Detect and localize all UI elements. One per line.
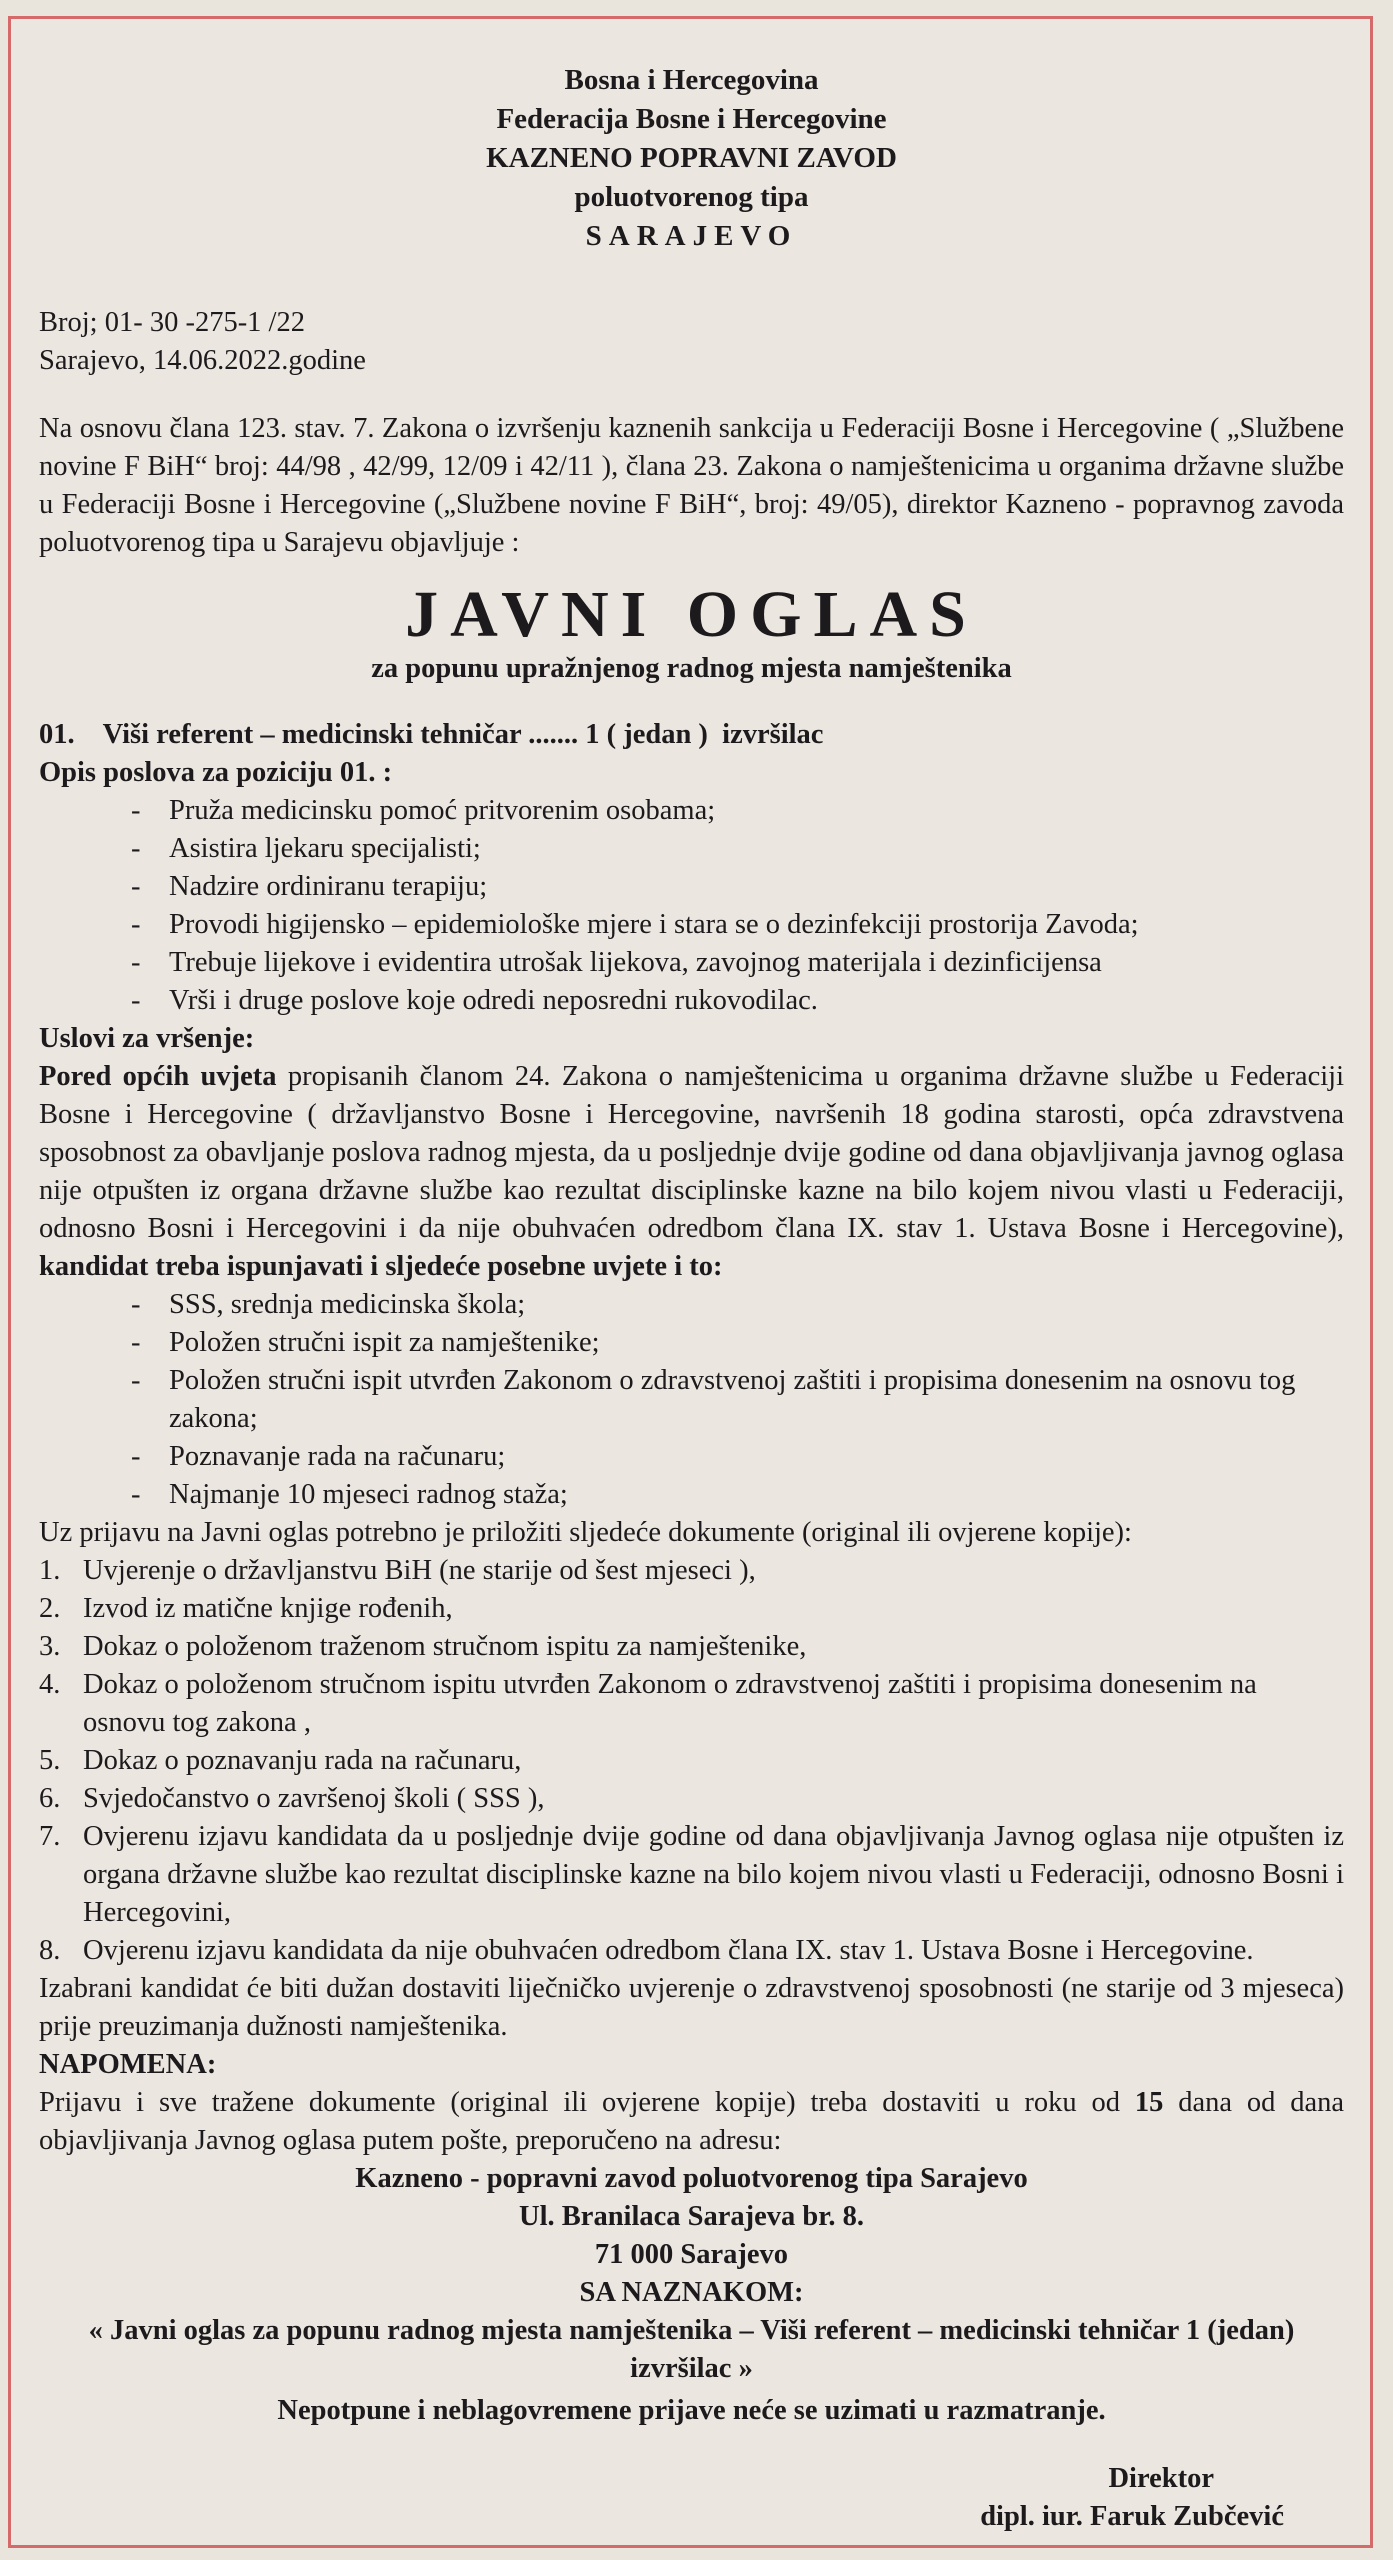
item-number: 2. xyxy=(39,1593,61,1624)
item-number: 7. xyxy=(39,1821,61,1852)
item-text: Dokaz o poznavanju rada na računaru, xyxy=(83,1745,522,1776)
address-line: 71 000 Sarajevo xyxy=(594,2239,789,2270)
signature-name: dipl. iur. Faruk Zubčević xyxy=(980,2501,1284,2532)
list-item xyxy=(39,1552,1344,1590)
list-item: - SSS, srednja medicinska škola; xyxy=(131,1286,1344,1324)
header-type: poluotvorenog tipa xyxy=(574,181,809,213)
conditions-paragraph xyxy=(39,1058,1344,1286)
item-number: 6. xyxy=(39,1783,61,1814)
list-item xyxy=(39,1780,1344,1818)
item-number: 5. xyxy=(39,1745,61,1776)
signature-block xyxy=(39,2460,1344,2536)
warning-text: Nepotpune i neblagovremene prijave neće se uzimati u razmatranje. xyxy=(277,2395,1106,2426)
mark-heading: SA NAZNAKOM: xyxy=(579,2277,804,2308)
list-item: - Nadzire ordiniranu terapiju; xyxy=(131,868,1344,906)
conditions-heading: Uslovi za vršenje: xyxy=(39,1023,255,1054)
address-line: Ul. Branilaca Sarajeva br. 8. xyxy=(519,2201,864,2232)
list-item xyxy=(39,1666,1344,1742)
item-text: Svjedočanstvo o završenoj školi ( SSS ), xyxy=(83,1783,545,1814)
list-item: - Položen stručni ispit za namještenike; xyxy=(131,1324,1344,1362)
reference-date: Sarajevo, 14.06.2022.godine xyxy=(39,345,366,376)
special-conditions-list xyxy=(39,1286,1344,1514)
header-country: Bosna i Hercegovina xyxy=(564,64,819,96)
reference-block xyxy=(39,304,1344,380)
note-heading: NAPOMENA: xyxy=(39,2049,217,2080)
item-text: Ovjerenu izjavu kandidata da nije obuhvaćen odredbom člana IX. stav 1. Ustava Bosne i Hercegovine. xyxy=(83,1935,1254,1966)
list-item: - Trebuje lijekove i evidentira utrošak lijekova, zavojnog materijala i dezinficijensa xyxy=(131,944,1344,982)
header-institution: KAZNENO POPRAVNI ZAVOD xyxy=(486,142,897,174)
header-city: SARAJEVO xyxy=(585,220,798,252)
deadline-days: 15 xyxy=(1134,2087,1164,2118)
institution-header xyxy=(39,61,1344,256)
list-item: - Položen stručni ispit utvrđen Zakonom o zdravstvenoj zaštiti i propisima donesenim na osnovu tog zakona; xyxy=(131,1362,1344,1438)
item-text: Dokaz o položenom traženom stručnom ispitu za namještenike, xyxy=(83,1631,807,1662)
documents-list xyxy=(39,1552,1344,1970)
general-conditions-text: propisanih članom 24. Zakona o namještenicima u organima državne službe u Federaciji Bosne i Hercegovine ( državljanstvo Bosne i Hercegovine, navršenih 18 godina starosti, opća zdravstvena sposobnost za obavljanje poslova radnog mjesta, da u posljednje dvije godine od dana objavljivanja javnog oglasa nije otpušten iz organa državne službe kao rezultat disciplinske kazne na bilo kojem nivou vlasti u Federaciji, odnosno Bosni i Hercegovini i da nije obuhvaćen odredbom člana IX. stav 1. Ustava Bosne i Hercegovine), xyxy=(39,1061,1344,1244)
note-paragraph xyxy=(39,2084,1344,2160)
address-block xyxy=(39,2160,1344,2430)
list-item: - Asistira ljekaru specijalisti; xyxy=(131,830,1344,868)
intro-paragraph: Na osnovu člana 123. stav. 7. Zakona o izvršenju kaznenih sankcija u Federaciji Bosne i Hercegovine ( „Službene novine F BiH“ broj: 44/98 , 42/99, 12/09 i 42/11 ), člana 23. Zakona o namještenicima u organima državne službe u Federaciji Bosne i Hercegovine („Službene novine F BiH“, broj: 49/05), direktor Kazneno - popravnog zavoda poluotvorenog tipa u Sarajevu objavljuje : xyxy=(39,413,1344,558)
reference-number: Broj; 01- 30 -275-1 /22 xyxy=(39,307,305,338)
item-number: 3. xyxy=(39,1631,61,1662)
item-text: Dokaz o položenom stručnom ispitu utvrđen Zakonom o zdravstvenoj zaštiti i propisima donesenim na osnovu tog zakona , xyxy=(83,1669,1257,1738)
address-line: Kazneno - popravni zavod poluotvorenog tipa Sarajevo xyxy=(355,2163,1028,2194)
list-item: - Poznavanje rada na računaru; xyxy=(131,1438,1344,1476)
document-frame xyxy=(8,16,1373,2548)
mark-text: « Javni oglas za popunu radnog mjesta namještenika – Viši referent – medicinski tehničar 1 (jedan) izvršilac » xyxy=(88,2315,1295,2384)
item-number: 8. xyxy=(39,1935,61,1966)
header-federation: Federacija Bosne i Hercegovine xyxy=(496,103,887,135)
signature-role: Direktor xyxy=(1108,2463,1214,2494)
list-item xyxy=(39,1628,1344,1666)
list-item xyxy=(39,1932,1344,1970)
note-text-end: dana od dana objavljivanja Javnog oglasa putem pošte, preporučeno na adresu: xyxy=(39,2087,1345,2156)
item-text: Uvjerenje o državljanstvu BiH (ne starije od šest mjeseci ), xyxy=(83,1555,756,1586)
item-number: 1. xyxy=(39,1555,61,1586)
duties-heading: Opis poslova za poziciju 01. : xyxy=(39,757,393,788)
list-item xyxy=(39,1818,1344,1932)
medical-certificate-note: Izabrani kandidat će biti dužan dostaviti liječničko uvjerenje o zdravstvenoj sposobnosti (ne starije od 3 mjeseca) prije preuzimanja dužnosti namještenika. xyxy=(39,1973,1344,2042)
list-item xyxy=(39,1590,1344,1628)
general-conditions-lead: Pored općih uvjeta xyxy=(39,1061,277,1092)
notice-subtitle: za popunu upražnjenog radnog mjesta namještenika xyxy=(371,653,1012,684)
documents-intro: Uz prijavu na Javni oglas potrebno je priložiti sljedeće dokumente (original ili ovjerene kopije): xyxy=(39,1517,1132,1548)
item-text: Izvod iz matične knjige rođenih, xyxy=(83,1593,453,1624)
list-item: - Pruža medicinsku pomoć pritvorenim osobama; xyxy=(131,792,1344,830)
list-item: - Najmanje 10 mjeseci radnog staža; xyxy=(131,1476,1344,1514)
note-text-start: Prijavu i sve tražene dokumente (original ili ovjerene kopije) treba dostaviti u roku od xyxy=(39,2087,1135,2118)
list-item: - Provodi higijensko – epidemiološke mjere i stara se o dezinfekciji prostorija Zavoda; xyxy=(131,906,1344,944)
duties-list xyxy=(39,792,1344,1020)
position-line: 01. Viši referent – medicinski tehničar ....... 1 ( jedan ) izvršilac xyxy=(39,719,824,750)
list-item: - Vrši i druge poslove koje odredi neposredni rukovodilac. xyxy=(131,982,1344,1020)
item-text: Ovjerenu izjavu kandidata da u posljednje dvije godine od dana objavljivanja Javnog oglasa nije otpušten iz organa državne službe kao rezultat disciplinske kazne na bilo kojem nivou vlasti u Federaciji, odnosno Bosni i Hercegovini, xyxy=(83,1821,1344,1928)
job-notice-document xyxy=(39,47,1344,2536)
notice-title: JAVNI OGLAS xyxy=(405,578,978,651)
list-item xyxy=(39,1742,1344,1780)
item-number: 4. xyxy=(39,1669,61,1700)
special-conditions-lead: kandidat treba ispunjavati i sljedeće posebne uvjete i to: xyxy=(39,1251,723,1282)
